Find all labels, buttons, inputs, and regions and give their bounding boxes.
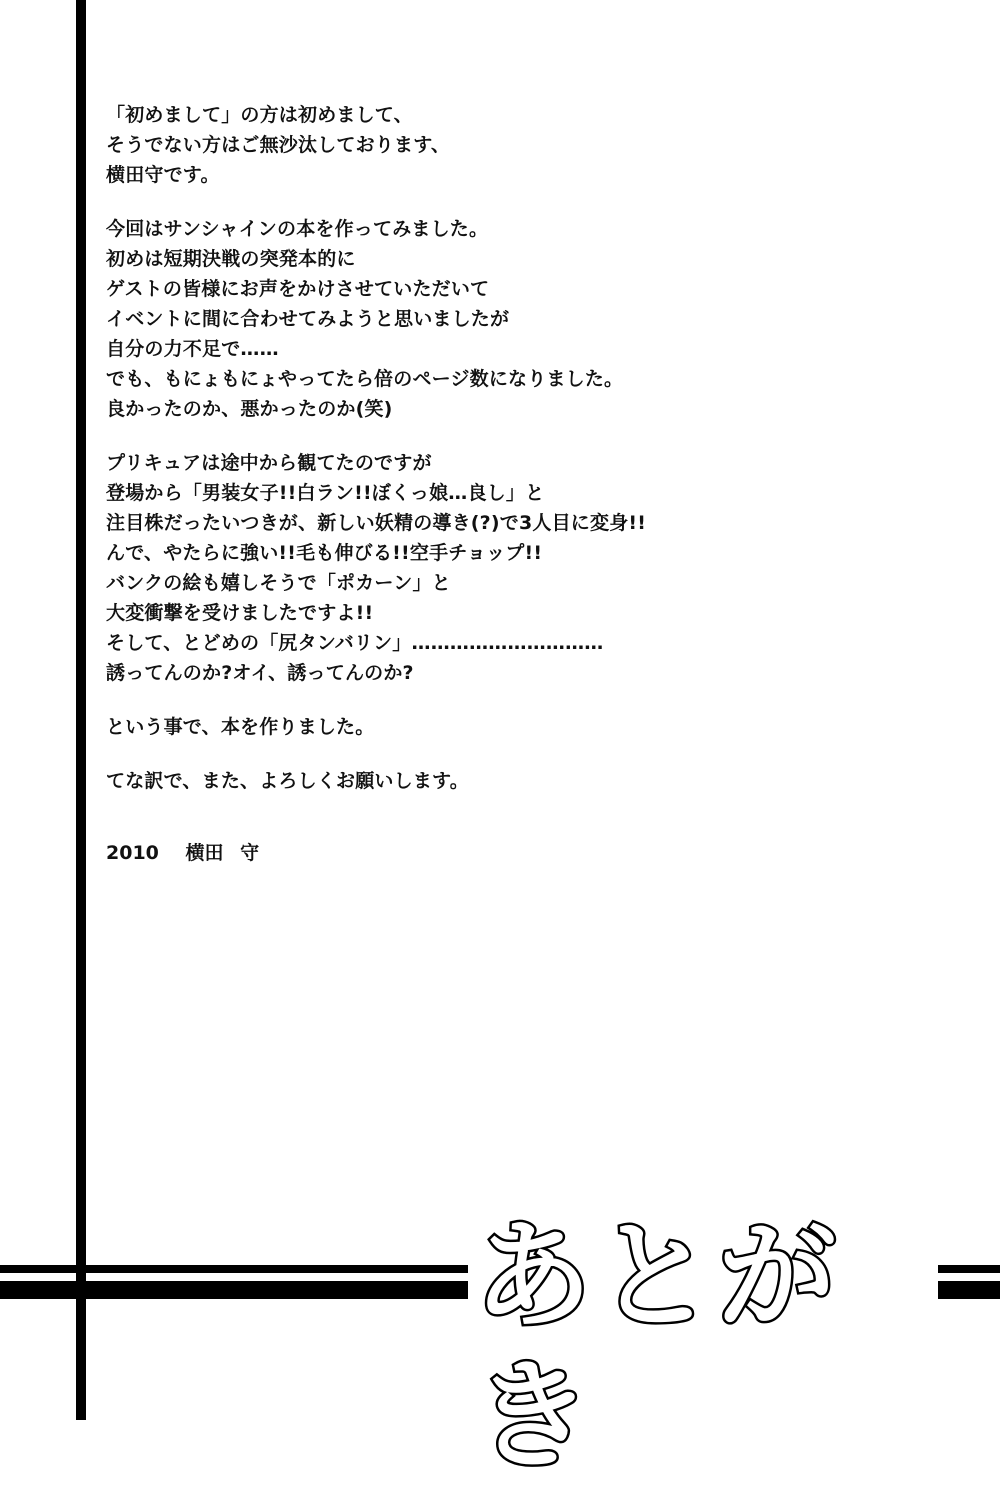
- signature-family-name: 横田: [185, 842, 224, 864]
- paragraph: [106, 766, 706, 796]
- text-line: バンクの絵も嬉しそうで「ポカーン」と: [106, 572, 451, 594]
- text-line: んで、やたらに強い!!毛も伸びる!!空手チョップ!!: [106, 542, 543, 564]
- text-line: そうでない方はご無沙汰しております、: [106, 134, 451, 156]
- text-line: てな訳で、また、よろしくお願いします。: [106, 770, 469, 792]
- signature-year: 2010: [106, 842, 159, 864]
- text-line: プリキュアは途中から観てたのですが: [106, 452, 432, 474]
- text-line: 良かったのか、悪かったのか(笑): [106, 398, 393, 420]
- signature-given-name: 守: [240, 842, 260, 864]
- paragraph: [106, 214, 706, 424]
- text-line: 「初めまして」の方は初めまして、: [106, 104, 413, 126]
- text-line: 注目株だったいつきが、新しい妖精の導き(?)で3人目に変身!!: [106, 512, 647, 534]
- vertical-border-line: [76, 0, 86, 1420]
- text-line: 今回はサンシャインの本を作ってみました。: [106, 218, 489, 240]
- text-line: でも、もにょもにょやってたら倍のページ数になりました。: [106, 368, 624, 390]
- page-title: あとがき: [474, 1207, 841, 1485]
- signature: [106, 838, 259, 868]
- afterword-text: [106, 100, 706, 796]
- text-line: 大変衝撃を受けましたですよ!!: [106, 602, 374, 624]
- text-line: 自分の力不足で……: [106, 338, 279, 360]
- text-line: 誘ってんのか?オイ、誘ってんのか?: [106, 662, 414, 684]
- paragraph: [106, 100, 706, 190]
- paragraph: [106, 448, 706, 688]
- text-line: という事で、本を作りました。: [106, 716, 375, 738]
- text-line: イベントに間に合わせてみようと思いましたが: [106, 308, 510, 330]
- text-line: 横田守です。: [106, 164, 220, 186]
- text-line: 登場から「男装女子!!白ラン!!ぼくっ娘…良し」と: [106, 482, 545, 504]
- text-line: 初めは短期決戦の突発本的に: [106, 248, 356, 270]
- paragraph: [106, 712, 706, 742]
- text-line: そして、とどめの「尻タンバリン」…………………………: [106, 632, 604, 654]
- text-line: ゲストの皆様にお声をかけさせていただいて: [106, 278, 490, 300]
